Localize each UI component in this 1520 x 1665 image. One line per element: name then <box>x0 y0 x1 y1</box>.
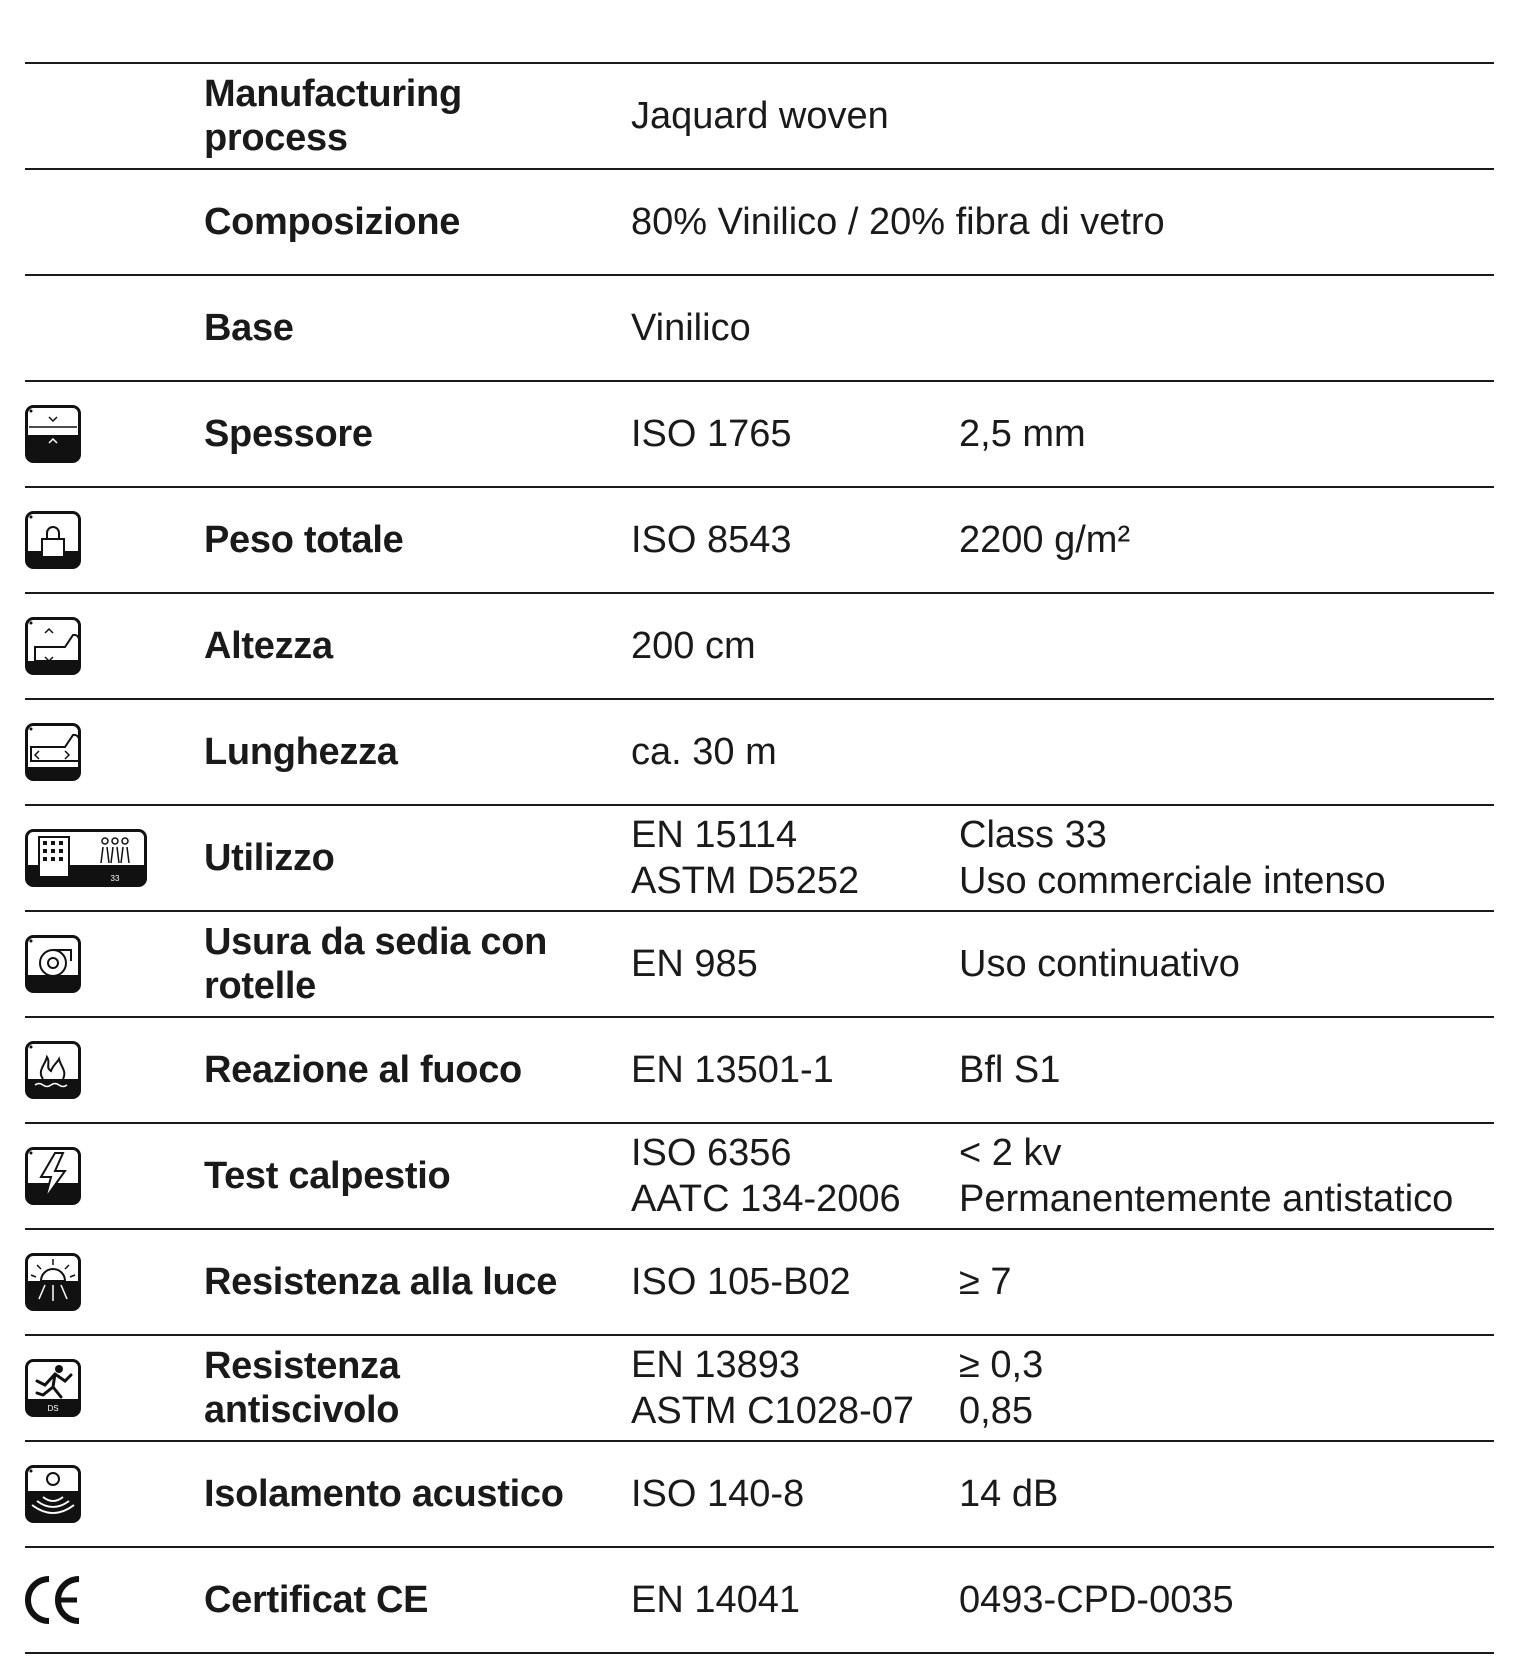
row-value: < 2 kv Permanentemente antistatico <box>959 1132 1454 1220</box>
row-label: Reazione al fuoco <box>204 1049 522 1091</box>
row-label: Base <box>204 307 294 349</box>
row-label: Utilizzo <box>204 837 335 879</box>
row-standard: ISO 1765 <box>631 413 792 455</box>
table-row <box>25 62 1494 168</box>
table-row <box>25 1334 1494 1440</box>
weight-icon <box>25 511 81 569</box>
row-standard: EN 15114 ASTM D5252 <box>631 814 860 902</box>
row-label: Resistenza antiscivolo <box>204 1345 400 1431</box>
roll-width-icon <box>25 617 81 675</box>
table-row <box>25 1546 1494 1654</box>
row-label: Test calpestio <box>204 1155 451 1197</box>
row-value: Bfl S1 <box>959 1049 1061 1091</box>
row-value: 14 dB <box>959 1473 1059 1515</box>
row-value: 2200 g/m² <box>959 519 1131 561</box>
row-standard: ISO 140-8 <box>631 1473 805 1515</box>
row-standard: ISO 105-B02 <box>631 1261 851 1303</box>
row-label: Isolamento acustico <box>204 1473 564 1515</box>
table-row <box>25 274 1494 380</box>
row-label: Certificat CE <box>204 1579 429 1621</box>
row-label: Usura da sedia con rotelle <box>204 921 548 1007</box>
row-label: Manufacturing process <box>204 73 462 159</box>
table-row <box>25 1016 1494 1122</box>
fire-icon <box>25 1041 81 1099</box>
row-value: 0493-CPD-0035 <box>959 1579 1234 1621</box>
slip-resistance-icon <box>25 1359 81 1417</box>
row-label: Peso totale <box>204 519 404 561</box>
row-label: Spessore <box>204 413 373 455</box>
table-row <box>25 698 1494 804</box>
thickness-icon <box>25 405 81 463</box>
row-standard: EN 13501-1 <box>631 1049 834 1091</box>
row-label: Lunghezza <box>204 731 398 773</box>
row-standard: EN 13893 ASTM C1028-07 <box>631 1344 915 1432</box>
table-row <box>25 1228 1494 1334</box>
ce-mark-icon <box>25 1571 83 1629</box>
roll-length-icon <box>25 723 81 781</box>
row-label: Altezza <box>204 625 333 667</box>
table-row <box>25 168 1494 274</box>
svg-text:33: 33 <box>110 874 120 883</box>
row-standard: EN 985 <box>631 943 758 985</box>
row-value: ≥ 7 <box>959 1261 1012 1303</box>
acoustic-icon <box>25 1465 81 1523</box>
row-standard: 80% Vinilico / 20% fibra di vetro <box>631 201 1165 243</box>
table-row <box>25 910 1494 1016</box>
row-label: Resistenza alla luce <box>204 1261 558 1303</box>
table-row <box>25 380 1494 486</box>
row-standard: 200 cm <box>631 625 756 667</box>
table-row <box>25 804 1494 910</box>
row-value: ≥ 0,3 0,85 <box>959 1344 1044 1432</box>
table-row <box>25 592 1494 698</box>
castor-chair-icon <box>25 935 81 993</box>
svg-text:DS: DS <box>47 1404 59 1413</box>
row-standard: EN 14041 <box>631 1579 801 1621</box>
antistatic-icon <box>25 1147 81 1205</box>
light-fastness-icon <box>25 1253 81 1311</box>
spec-table <box>25 62 1494 1654</box>
row-standard: ISO 8543 <box>631 519 792 561</box>
row-label: Composizione <box>204 201 461 243</box>
table-row <box>25 1122 1494 1228</box>
row-standard: ca. 30 m <box>631 731 777 773</box>
table-row <box>25 486 1494 592</box>
row-standard: ISO 6356 AATC 134-2006 <box>631 1132 901 1220</box>
row-value: 2,5 mm <box>959 413 1086 455</box>
row-value: Class 33 Uso commerciale intenso <box>959 814 1386 902</box>
row-value: Uso continuativo <box>959 943 1240 985</box>
row-standard: Vinilico <box>631 307 751 349</box>
table-row <box>25 1440 1494 1546</box>
usage-class-icon <box>25 829 147 887</box>
row-standard: Jaquard woven <box>631 95 889 137</box>
